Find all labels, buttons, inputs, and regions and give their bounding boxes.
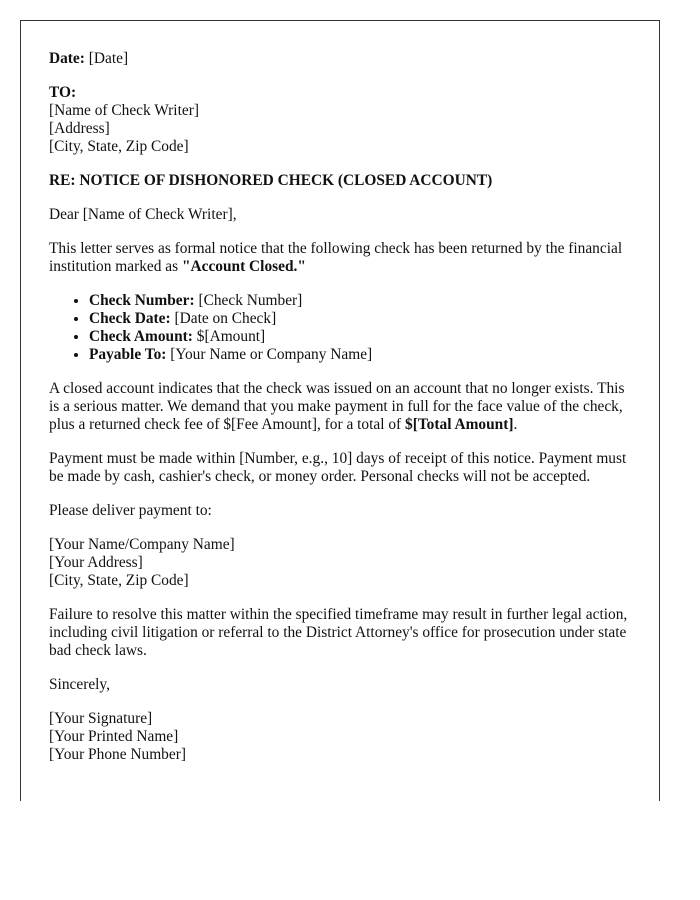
failure-paragraph: Failure to resolve this matter within the specified timeframe may result in further legal action, including civil litigation or referral to the District Attorney's office for prosecution under state bad check laws. (49, 606, 628, 659)
closed-account-paragraph: A closed account indicates that the check was issued on an account that no longer exists. This is a serious matter. We demand that you make payment in full for the face value of the check, plus a returned check fee of $[Fee Amount], for a total of $[Total Amount]. (49, 380, 625, 433)
check-details-list (49, 292, 631, 364)
intro-paragraph: This letter serves as formal notice that the following check has been returned by the financial institution marked as "Account Closed." (49, 240, 623, 275)
subject-line: RE: NOTICE OF DISHONORED CHECK (CLOSED ACCOUNT) (49, 172, 493, 189)
list-item: • Check Amount: $[Amount] (89, 328, 631, 346)
deliver-label: Please deliver payment to: (49, 502, 212, 519)
letter-page (20, 20, 660, 801)
list-item: • Check Date: [Date on Check] (89, 310, 631, 328)
recipient-block: TO: [Name of Check Writer] [Address] [City, State, Zip Code] (49, 84, 199, 155)
list-item: • Payable To: [Your Name or Company Name] (89, 346, 631, 364)
payment-paragraph: Payment must be made within [Number, e.g., 10] days of receipt of this notice. Payment must be made by cash, cashier's check, or money order. Personal checks will not be accepted. (49, 450, 627, 485)
signature-block: [Your Signature] [Your Printed Name] [Your Phone Number] (49, 710, 186, 763)
date-line: Date: [Date] (49, 50, 129, 67)
list-item: • Check Number: [Check Number] (89, 292, 631, 310)
closing: Sincerely, (49, 676, 110, 693)
salutation: Dear [Name of Check Writer], (49, 206, 237, 223)
deliver-address: [Your Name/Company Name] [Your Address] [City, State, Zip Code] (49, 536, 235, 589)
